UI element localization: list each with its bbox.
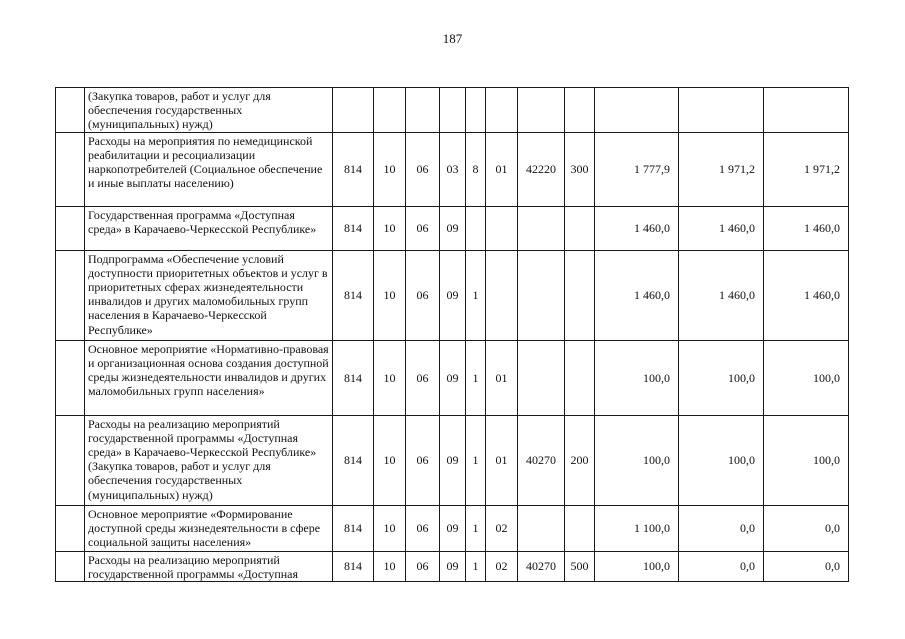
expense-type-code: 500 [565,551,595,581]
amount-year-1: 100,0 [595,551,679,581]
program-code: 09 [440,340,466,415]
subsection-code: 06 [406,250,440,340]
item-name: Основное мероприятие «Формирование доступной среды жизнедеятельности в сфере социальной защиты населения» [85,505,333,551]
amount-year-1 [595,88,679,133]
activity-code [486,250,518,340]
subprogram-code: 1 [466,250,486,340]
program-code: 03 [440,132,466,206]
direction-code: 42220 [518,132,565,206]
program-code: 09 [440,250,466,340]
ministry-code: 814 [333,415,374,505]
row-number-cell [56,505,85,551]
section-code: 10 [374,505,406,551]
amount-year-1: 100,0 [595,340,679,415]
amount-year-2: 1 971,2 [679,132,764,206]
amount-year-3: 100,0 [764,340,849,415]
direction-code [518,505,565,551]
item-name: (Закупка товаров, работ и услуг для обеспечения государственных (муниципальных) нужд) [85,88,333,133]
activity-code: 01 [486,415,518,505]
ministry-code: 814 [333,250,374,340]
direction-code [518,206,565,250]
page-number: 187 [442,31,463,46]
amount-year-2: 0,0 [679,551,764,581]
item-name: Расходы на реализацию мероприятий государственной программы «Доступная [85,551,333,581]
amount-year-3: 1 460,0 [764,250,849,340]
activity-code [486,88,518,133]
direction-code: 40270 [518,551,565,581]
item-name: Расходы на реализацию мероприятий государственной программы «Доступная среда» в Карачаево-Черкесской Республике» (Закупка товаров, работ и услуг для обеспечения государственных (муниципальных) нужд) [85,415,333,505]
direction-code [518,250,565,340]
subsection-code: 06 [406,505,440,551]
table-row [56,206,849,250]
subprogram-code: 1 [466,415,486,505]
amount-year-2: 1 460,0 [679,250,764,340]
subsection-code: 06 [406,551,440,581]
table-row [56,340,849,415]
section-code [374,88,406,133]
subsection-code: 06 [406,132,440,206]
budget-table [55,87,849,582]
amount-year-2: 1 460,0 [679,206,764,250]
subsection-code [406,88,440,133]
item-name: Расходы на мероприятия по немедицинской реабилитации и ресоциализации наркопотребителей (Социальное обеспечение и иные выплаты населению) [85,132,333,206]
activity-code: 02 [486,505,518,551]
expense-type-code [565,88,595,133]
program-code: 09 [440,551,466,581]
section-code: 10 [374,206,406,250]
amount-year-1: 1 777,9 [595,132,679,206]
row-number-cell [56,551,85,581]
table-row [56,88,849,133]
section-code: 10 [374,132,406,206]
direction-code: 40270 [518,415,565,505]
subsection-code: 06 [406,415,440,505]
item-name: Государственная программа «Доступная среда» в Карачаево-Черкесской Республике» [85,206,333,250]
subsection-code: 06 [406,340,440,415]
amount-year-2 [679,88,764,133]
amount-year-3: 1 460,0 [764,206,849,250]
amount-year-3: 0,0 [764,551,849,581]
ministry-code: 814 [333,551,374,581]
expense-type-code [565,250,595,340]
row-number-cell [56,206,85,250]
table-row [56,551,849,581]
row-number-cell [56,250,85,340]
amount-year-3: 1 971,2 [764,132,849,206]
subprogram-code: 1 [466,505,486,551]
item-name: Подпрограмма «Обеспечение условий доступности приоритетных объектов и услуг в приоритетных сферах жизнедеятельности инвалидов и других маломобильных групп населения в Карачаево-Черкесской Республике» [85,250,333,340]
subprogram-code: 1 [466,340,486,415]
activity-code [486,206,518,250]
program-code: 09 [440,505,466,551]
ministry-code: 814 [333,132,374,206]
amount-year-1: 1 460,0 [595,250,679,340]
activity-code: 01 [486,132,518,206]
expense-type-code [565,206,595,250]
expense-type-code: 300 [565,132,595,206]
row-number-cell [56,340,85,415]
amount-year-2: 100,0 [679,340,764,415]
direction-code [518,340,565,415]
amount-year-1: 1 460,0 [595,206,679,250]
amount-year-1: 1 100,0 [595,505,679,551]
activity-code: 01 [486,340,518,415]
program-code: 09 [440,206,466,250]
section-code: 10 [374,551,406,581]
subprogram-code: 8 [466,132,486,206]
direction-code [518,88,565,133]
amount-year-2: 0,0 [679,505,764,551]
item-name: Основное мероприятие «Нормативно-правовая и организационная основа создания доступной среды жизнедеятельности инвалидов и других маломобильных групп населения» [85,340,333,415]
table-row [56,505,849,551]
table-row [56,415,849,505]
activity-code: 02 [486,551,518,581]
expense-type-code [565,505,595,551]
subsection-code: 06 [406,206,440,250]
program-code [440,88,466,133]
amount-year-1: 100,0 [595,415,679,505]
amount-year-2: 100,0 [679,415,764,505]
ministry-code: 814 [333,505,374,551]
row-number-cell [56,415,85,505]
row-number-cell [56,132,85,206]
row-number-cell [56,88,85,133]
section-code: 10 [374,415,406,505]
amount-year-3 [764,88,849,133]
ministry-code: 814 [333,340,374,415]
program-code: 09 [440,415,466,505]
subprogram-code [466,88,486,133]
section-code: 10 [374,250,406,340]
ministry-code: 814 [333,206,374,250]
amount-year-3: 100,0 [764,415,849,505]
subprogram-code: 1 [466,551,486,581]
amount-year-3: 0,0 [764,505,849,551]
table-row [56,132,849,206]
expense-type-code [565,340,595,415]
expense-type-code: 200 [565,415,595,505]
ministry-code [333,88,374,133]
subprogram-code [466,206,486,250]
table-row [56,250,849,340]
section-code: 10 [374,340,406,415]
